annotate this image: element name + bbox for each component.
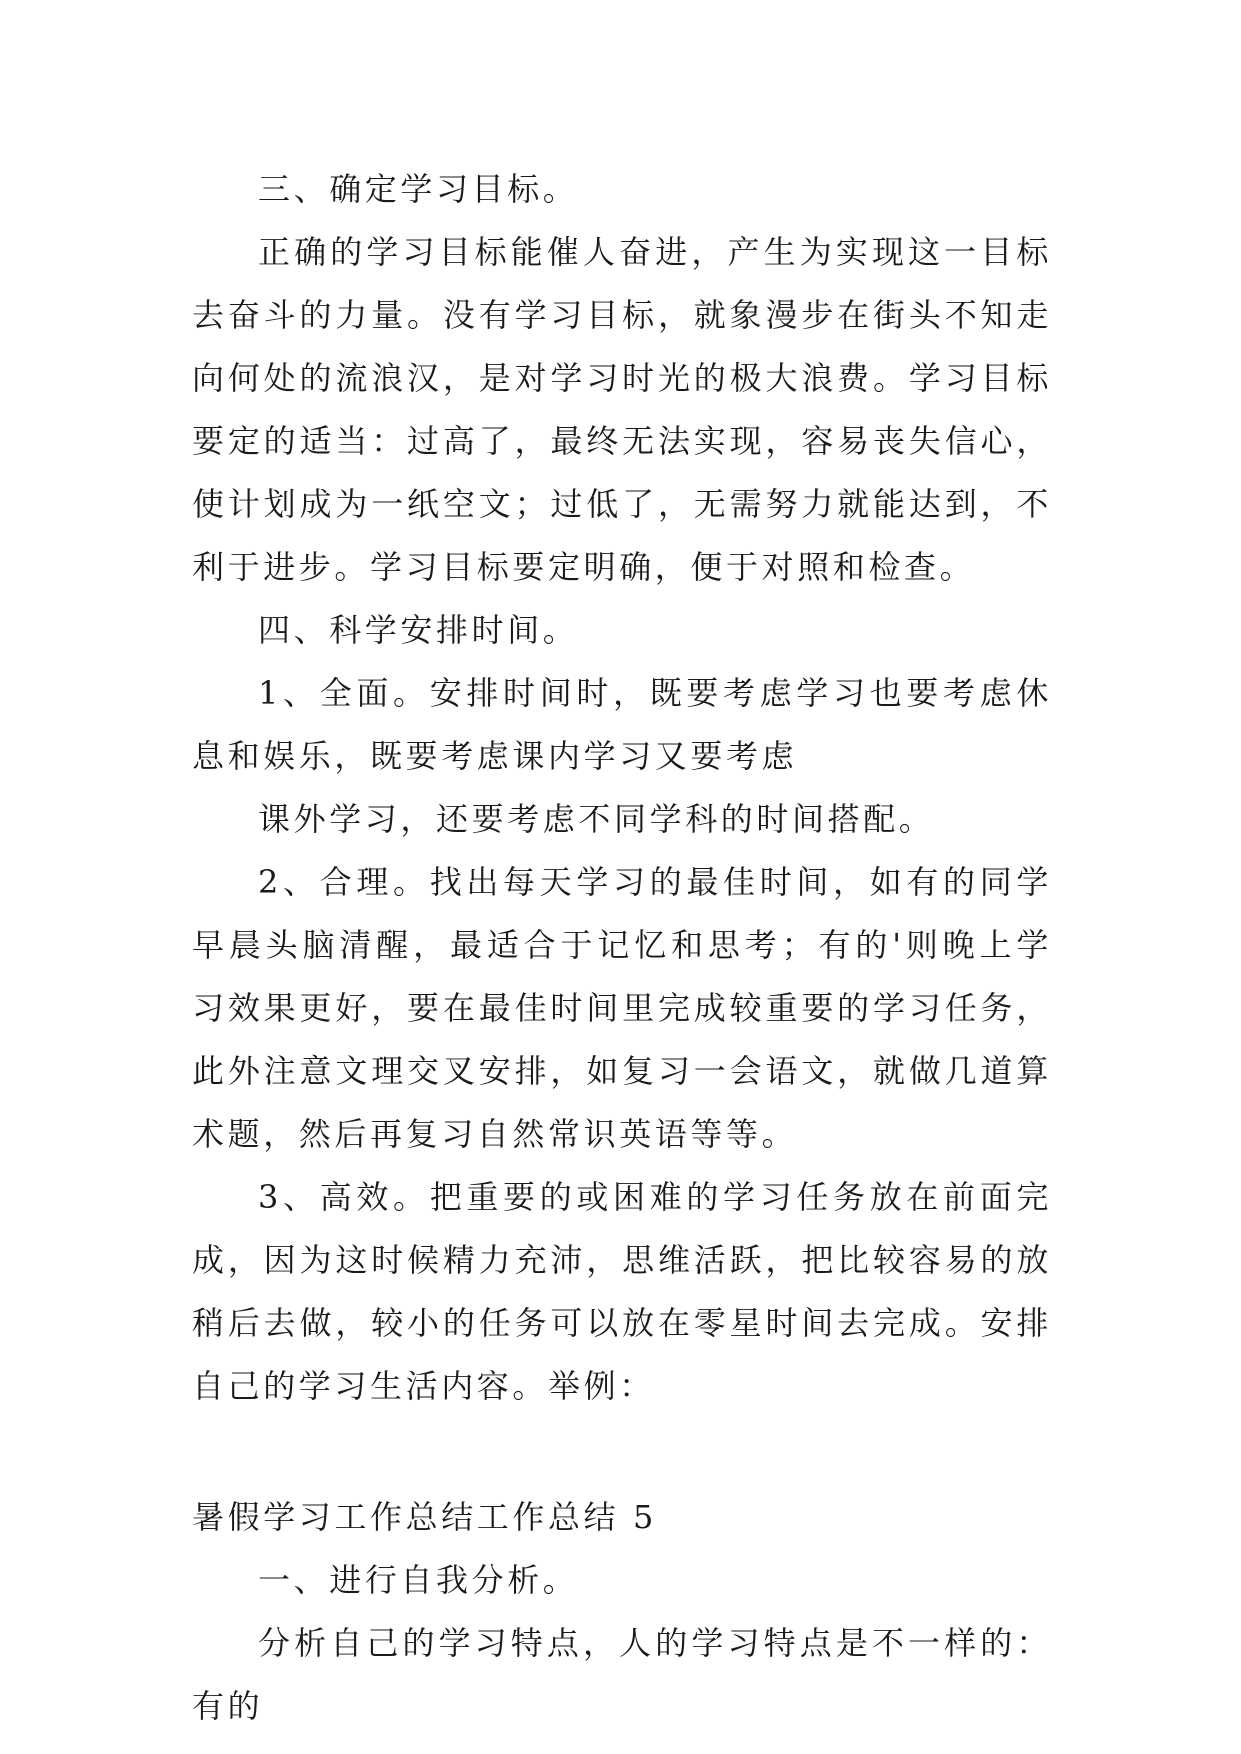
section-title: 暑假学习工作总结工作总结 5 [192, 1498, 657, 1536]
document-page [192, 158, 1052, 1738]
paragraph-heading-3: 三、确定学习目标。 [258, 170, 579, 208]
paragraph-body: 1、全面。安排时间时，既要考虑学习也要考虑休息和娱乐，既要考虑课内学习又要考虑 [192, 674, 1052, 775]
paragraph-body: 2、合理。找出每天学习的最佳时间，如有的同学早晨头脑清醒，最适合于记忆和思考；有的'则晚上学习效果更好，要在最佳时间里完成较重要的学习任务，此外注意文理交叉安排，如复习一会语文，就做几道算术题，然后再复习自然常识英语等等。 [192, 863, 1052, 1153]
paragraph-body: 3、高效。把重要的或困难的学习任务放在前面完成，因为这时候精力充沛，思维活跃，把比较容易的放稍后去做，较小的任务可以放在零星时间去完成。安排自己的学习生活内容。举例： [192, 1178, 1052, 1405]
paragraph-body: 分析自己的学习特点，人的学习特点是不一样的：有的 [192, 1624, 1052, 1725]
paragraph-heading-4: 四、科学安排时间。 [258, 611, 579, 649]
paragraph-heading-1: 一、进行自我分析。 [258, 1561, 579, 1599]
paragraph-body: 正确的学习目标能催人奋进，产生为实现这一目标去奋斗的力量。没有学习目标，就象漫步在街头不知走向何处的流浪汉，是对学习时光的极大浪费。学习目标要定的适当：过高了，最终无法实现，容易丧失信心，使计划成为一纸空文；过低了，无需努力就能达到，不利于进步。学习目标要定明确，便于对照和检查。 [192, 233, 1052, 586]
paragraph-body: 课外学习，还要考虑不同学科的时间搭配。 [258, 800, 935, 838]
